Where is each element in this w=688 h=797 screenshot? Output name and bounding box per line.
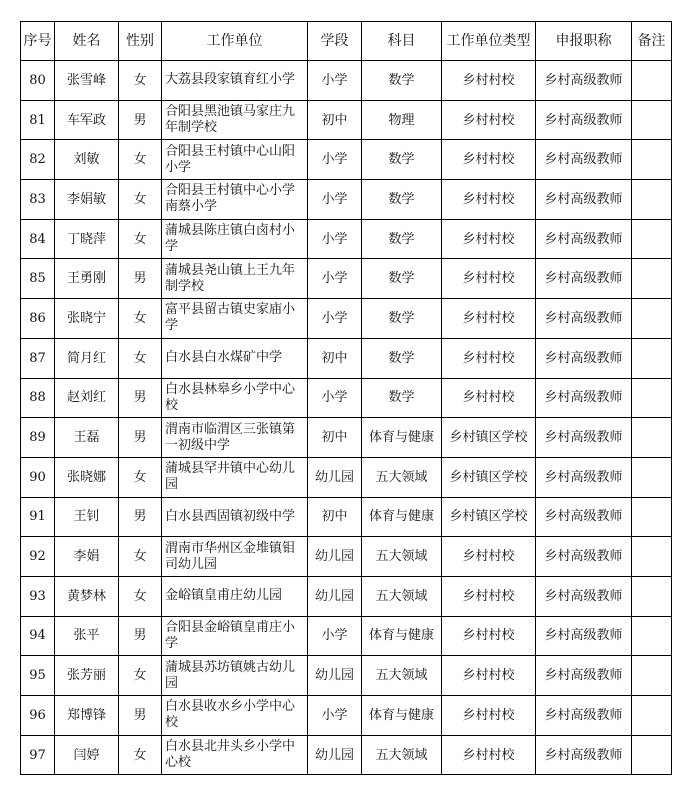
cell-stage: 初中	[308, 497, 362, 537]
cell-name: 王勇刚	[55, 259, 119, 299]
cell-name: 简月红	[55, 338, 119, 378]
cell-subject: 物理	[362, 100, 442, 140]
cell-note	[632, 457, 672, 497]
cell-subject: 体育与健康	[362, 418, 442, 458]
cell-title: 乡村高级教师	[536, 140, 632, 180]
cell-subject: 五大领域	[362, 537, 442, 577]
cell-unit-type: 乡村村校	[442, 616, 536, 656]
header-unit-type: 工作单位类型	[442, 22, 536, 61]
cell-unit-type: 乡村村校	[442, 61, 536, 101]
cell-subject: 体育与健康	[362, 497, 442, 537]
cell-note	[632, 735, 672, 775]
cell-subject: 五大领域	[362, 735, 442, 775]
cell-title: 乡村高级教师	[536, 180, 632, 220]
cell-name: 张雪峰	[55, 61, 119, 101]
cell-subject: 体育与健康	[362, 616, 442, 656]
cell-unit: 富平县留古镇史家庙小学	[162, 299, 308, 339]
cell-gender: 女	[119, 140, 162, 180]
cell-unit: 蒲城县尧山镇上王九年制学校	[162, 259, 308, 299]
cell-gender: 女	[119, 656, 162, 696]
cell-title: 乡村高级教师	[536, 497, 632, 537]
table-row	[21, 616, 672, 656]
cell-unit: 蒲城县陈庄镇白卤村小学	[162, 219, 308, 259]
cell-unit: 蒲城县罕井镇中心幼儿园	[162, 457, 308, 497]
table-row	[21, 100, 672, 140]
cell-no: 92	[21, 537, 55, 577]
cell-stage: 小学	[308, 219, 362, 259]
cell-subject: 五大领域	[362, 576, 442, 616]
cell-unit: 大荔县段家镇育红小学	[162, 61, 308, 101]
cell-gender: 男	[119, 259, 162, 299]
cell-stage: 小学	[308, 61, 362, 101]
cell-title: 乡村高级教师	[536, 219, 632, 259]
header-no: 序号	[21, 22, 55, 61]
cell-subject: 数学	[362, 180, 442, 220]
cell-gender: 女	[119, 180, 162, 220]
cell-stage: 幼儿园	[308, 537, 362, 577]
cell-no: 90	[21, 457, 55, 497]
table-row	[21, 259, 672, 299]
cell-gender: 男	[119, 616, 162, 656]
cell-no: 93	[21, 576, 55, 616]
cell-no: 87	[21, 338, 55, 378]
cell-no: 94	[21, 616, 55, 656]
table-row	[21, 219, 672, 259]
cell-stage: 初中	[308, 338, 362, 378]
cell-title: 乡村高级教师	[536, 259, 632, 299]
cell-unit-type: 乡村村校	[442, 180, 536, 220]
cell-note	[632, 378, 672, 418]
cell-stage: 小学	[308, 140, 362, 180]
cell-no: 86	[21, 299, 55, 339]
cell-subject: 数学	[362, 140, 442, 180]
cell-stage: 小学	[308, 259, 362, 299]
cell-title: 乡村高级教师	[536, 696, 632, 736]
cell-no: 85	[21, 259, 55, 299]
table-row	[21, 537, 672, 577]
cell-title: 乡村高级教师	[536, 418, 632, 458]
cell-note	[632, 497, 672, 537]
cell-gender: 男	[119, 696, 162, 736]
cell-name: 李娟敏	[55, 180, 119, 220]
cell-unit-type: 乡村村校	[442, 537, 536, 577]
cell-name: 王钊	[55, 497, 119, 537]
cell-note	[632, 576, 672, 616]
cell-unit-type: 乡村村校	[442, 259, 536, 299]
cell-stage: 初中	[308, 100, 362, 140]
cell-note	[632, 180, 672, 220]
cell-unit-type: 乡村村校	[442, 696, 536, 736]
cell-name: 刘敏	[55, 140, 119, 180]
cell-gender: 女	[119, 457, 162, 497]
cell-stage: 幼儿园	[308, 735, 362, 775]
cell-gender: 男	[119, 100, 162, 140]
cell-unit-type: 乡村村校	[442, 299, 536, 339]
cell-no: 89	[21, 418, 55, 458]
table-row	[21, 457, 672, 497]
table-row	[21, 378, 672, 418]
cell-unit-type: 乡村村校	[442, 656, 536, 696]
cell-name: 张晓宁	[55, 299, 119, 339]
cell-unit-type: 乡村村校	[442, 576, 536, 616]
cell-stage: 小学	[308, 696, 362, 736]
header-row	[21, 22, 672, 61]
header-name: 姓名	[55, 22, 119, 61]
cell-name: 车军政	[55, 100, 119, 140]
cell-unit-type: 乡村镇区学校	[442, 457, 536, 497]
cell-name: 闫婷	[55, 735, 119, 775]
table-row	[21, 576, 672, 616]
cell-unit: 渭南市临渭区三张镇第一初级中学	[162, 418, 308, 458]
cell-name: 王磊	[55, 418, 119, 458]
cell-gender: 女	[119, 735, 162, 775]
cell-gender: 男	[119, 418, 162, 458]
cell-subject: 数学	[362, 259, 442, 299]
cell-note	[632, 299, 672, 339]
cell-title: 乡村高级教师	[536, 576, 632, 616]
header-unit: 工作单位	[162, 22, 308, 61]
table-row	[21, 299, 672, 339]
cell-unit-type: 乡村村校	[442, 100, 536, 140]
cell-no: 81	[21, 100, 55, 140]
cell-gender: 男	[119, 497, 162, 537]
cell-title: 乡村高级教师	[536, 378, 632, 418]
cell-unit-type: 乡村镇区学校	[442, 418, 536, 458]
cell-unit-type: 乡村镇区学校	[442, 497, 536, 537]
cell-title: 乡村高级教师	[536, 100, 632, 140]
cell-gender: 女	[119, 299, 162, 339]
cell-note	[632, 537, 672, 577]
cell-unit: 合阳县金峪镇皇甫庄小学	[162, 616, 308, 656]
cell-note	[632, 219, 672, 259]
cell-title: 乡村高级教师	[536, 61, 632, 101]
cell-no: 88	[21, 378, 55, 418]
cell-title: 乡村高级教师	[536, 537, 632, 577]
cell-stage: 幼儿园	[308, 576, 362, 616]
cell-gender: 女	[119, 338, 162, 378]
cell-unit-type: 乡村村校	[442, 378, 536, 418]
header-gender: 性别	[119, 22, 162, 61]
cell-note	[632, 100, 672, 140]
cell-stage: 小学	[308, 180, 362, 220]
cell-subject: 五大领域	[362, 656, 442, 696]
cell-unit: 蒲城县苏坊镇姚古幼儿园	[162, 656, 308, 696]
cell-note	[632, 259, 672, 299]
cell-name: 张芳丽	[55, 656, 119, 696]
cell-note	[632, 140, 672, 180]
cell-note	[632, 338, 672, 378]
cell-name: 张晓娜	[55, 457, 119, 497]
table-row	[21, 140, 672, 180]
cell-unit: 合阳县黑池镇马家庄九年制学校	[162, 100, 308, 140]
cell-subject: 数学	[362, 378, 442, 418]
cell-name: 李娟	[55, 537, 119, 577]
header-subject: 科目	[362, 22, 442, 61]
cell-unit-type: 乡村村校	[442, 140, 536, 180]
cell-title: 乡村高级教师	[536, 338, 632, 378]
table-row	[21, 418, 672, 458]
table-row	[21, 696, 672, 736]
cell-unit: 渭南市华州区金堆镇钼司幼儿园	[162, 537, 308, 577]
table-row	[21, 735, 672, 775]
cell-stage: 小学	[308, 299, 362, 339]
table-body	[21, 61, 672, 775]
cell-no: 80	[21, 61, 55, 101]
cell-subject: 数学	[362, 61, 442, 101]
teacher-title-table	[20, 21, 672, 775]
cell-gender: 女	[119, 219, 162, 259]
cell-no: 96	[21, 696, 55, 736]
cell-name: 赵刘红	[55, 378, 119, 418]
cell-note	[632, 616, 672, 656]
cell-unit-type: 乡村村校	[442, 338, 536, 378]
cell-no: 95	[21, 656, 55, 696]
table-row	[21, 656, 672, 696]
cell-no: 84	[21, 219, 55, 259]
cell-no: 82	[21, 140, 55, 180]
cell-subject: 体育与健康	[362, 696, 442, 736]
cell-gender: 女	[119, 61, 162, 101]
header-title: 申报职称	[536, 22, 632, 61]
table-row	[21, 497, 672, 537]
cell-name: 郑博锋	[55, 696, 119, 736]
cell-title: 乡村高级教师	[536, 616, 632, 656]
cell-subject: 五大领域	[362, 457, 442, 497]
cell-name: 丁晓萍	[55, 219, 119, 259]
table-row	[21, 338, 672, 378]
cell-stage: 小学	[308, 616, 362, 656]
cell-note	[632, 61, 672, 101]
cell-unit: 合阳县王村镇中心山阳小学	[162, 140, 308, 180]
header-note: 备注	[632, 22, 672, 61]
cell-unit: 金峪镇皇甫庄幼儿园	[162, 576, 308, 616]
cell-unit: 白水县北井头乡小学中心校	[162, 735, 308, 775]
cell-subject: 数学	[362, 338, 442, 378]
cell-no: 97	[21, 735, 55, 775]
cell-unit-type: 乡村村校	[442, 735, 536, 775]
cell-unit: 白水县白水煤矿中学	[162, 338, 308, 378]
cell-stage: 初中	[308, 418, 362, 458]
cell-note	[632, 696, 672, 736]
cell-name: 张平	[55, 616, 119, 656]
cell-title: 乡村高级教师	[536, 735, 632, 775]
cell-unit: 白水县收水乡小学中心校	[162, 696, 308, 736]
cell-note	[632, 418, 672, 458]
cell-unit-type: 乡村村校	[442, 219, 536, 259]
cell-unit: 白水县西固镇初级中学	[162, 497, 308, 537]
header-stage: 学段	[308, 22, 362, 61]
cell-note	[632, 656, 672, 696]
cell-unit: 合阳县王村镇中心小学南蔡小学	[162, 180, 308, 220]
cell-stage: 幼儿园	[308, 656, 362, 696]
cell-title: 乡村高级教师	[536, 299, 632, 339]
cell-subject: 数学	[362, 219, 442, 259]
cell-unit: 白水县林皋乡小学中心校	[162, 378, 308, 418]
cell-title: 乡村高级教师	[536, 656, 632, 696]
table-row	[21, 180, 672, 220]
cell-name: 黄梦林	[55, 576, 119, 616]
cell-title: 乡村高级教师	[536, 457, 632, 497]
cell-subject: 数学	[362, 299, 442, 339]
table-header	[21, 22, 672, 61]
cell-stage: 小学	[308, 378, 362, 418]
cell-no: 91	[21, 497, 55, 537]
cell-gender: 女	[119, 576, 162, 616]
cell-gender: 男	[119, 378, 162, 418]
cell-no: 83	[21, 180, 55, 220]
cell-gender: 女	[119, 537, 162, 577]
table-row	[21, 61, 672, 101]
cell-stage: 幼儿园	[308, 457, 362, 497]
